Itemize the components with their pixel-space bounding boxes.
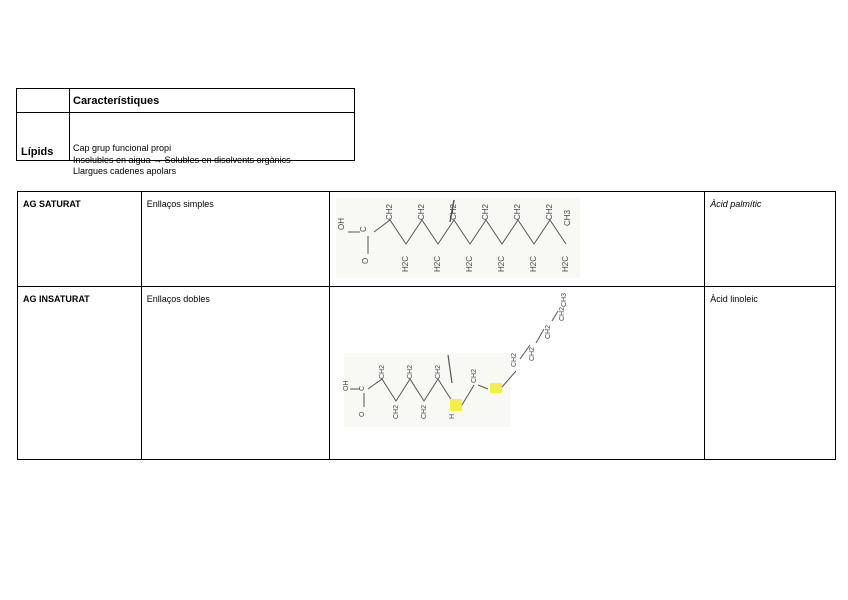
svg-text:C: C bbox=[359, 385, 367, 391]
type-cell bbox=[18, 192, 142, 287]
svg-text:CH2: CH2 bbox=[379, 364, 387, 379]
svg-text:CH2: CH2 bbox=[513, 203, 523, 220]
svg-text:CH3: CH3 bbox=[561, 292, 569, 307]
svg-text:CH2: CH2 bbox=[511, 352, 519, 367]
header-cell bbox=[70, 89, 355, 113]
table-row-unsaturated bbox=[18, 287, 836, 460]
svg-text:CH2: CH2 bbox=[449, 203, 459, 220]
svg-text:O: O bbox=[359, 411, 367, 417]
label-ch3: CH3 bbox=[563, 209, 573, 226]
fatty-acids-table bbox=[17, 191, 836, 460]
linoleic-acid-structure bbox=[330, 287, 704, 459]
svg-text:CH2: CH2 bbox=[545, 203, 555, 220]
example-linoleic: Àcid linoleic bbox=[710, 294, 758, 304]
svg-text:H2C: H2C bbox=[497, 255, 507, 272]
row-label-cell bbox=[17, 113, 70, 161]
label-o: O bbox=[361, 257, 371, 264]
svg-text:H2C: H2C bbox=[529, 255, 539, 272]
example-palmitic: Àcid palmític bbox=[710, 199, 762, 209]
type-cell bbox=[18, 287, 142, 460]
svg-text:H2C: H2C bbox=[433, 255, 443, 272]
characteristic-line-1: Cap grup funcional propi bbox=[73, 143, 172, 153]
svg-text:CH2: CH2 bbox=[393, 404, 401, 419]
svg-text:CH2: CH2 bbox=[471, 368, 479, 383]
lipids-table bbox=[16, 88, 355, 176]
svg-text:CH2: CH2 bbox=[559, 306, 567, 321]
svg-text:CH2: CH2 bbox=[417, 203, 427, 220]
svg-text:H2C: H2C bbox=[401, 255, 411, 272]
characteristic-line-2: Insolubles en aigua → Solubles en disolvents orgànics bbox=[73, 154, 291, 165]
svg-text:CH2: CH2 bbox=[481, 203, 491, 220]
row-label-lipids: Lípids bbox=[21, 146, 54, 158]
characteristic-line-3: Llargues cadenes apolars bbox=[73, 166, 177, 176]
bonds-cell bbox=[141, 192, 330, 287]
diagram-background bbox=[336, 198, 580, 278]
type-unsaturated: AG INSATURAT bbox=[23, 294, 90, 304]
lipids-row bbox=[17, 113, 355, 161]
double-bond-highlight-2 bbox=[490, 383, 502, 393]
svg-text:H2C: H2C bbox=[465, 255, 475, 272]
svg-text:CH2: CH2 bbox=[407, 364, 415, 379]
bonds-double: Enllaços dobles bbox=[146, 294, 210, 304]
empty-header-cell bbox=[17, 89, 70, 113]
diagram-cell bbox=[330, 192, 705, 287]
diagram-cell bbox=[330, 287, 705, 460]
svg-text:CH2: CH2 bbox=[529, 346, 537, 361]
svg-text:CH2: CH2 bbox=[435, 364, 443, 379]
type-saturated: AG SATURAT bbox=[23, 199, 81, 209]
lipids-table-header-row bbox=[17, 89, 355, 113]
header-caracteristiques: Característiques bbox=[73, 95, 160, 107]
svg-text:H2C: H2C bbox=[561, 255, 571, 272]
example-cell bbox=[705, 287, 836, 460]
svg-text:CH2: CH2 bbox=[421, 404, 429, 419]
bonds-cell bbox=[141, 287, 330, 460]
svg-text:CH2: CH2 bbox=[385, 203, 395, 220]
table-row-saturated bbox=[18, 192, 836, 287]
double-bond-highlight-1 bbox=[450, 399, 462, 411]
label-c: C bbox=[359, 226, 369, 232]
characteristics-cell bbox=[70, 113, 355, 176]
svg-text:H: H bbox=[449, 413, 457, 419]
example-cell bbox=[705, 192, 836, 287]
svg-text:OH: OH bbox=[343, 380, 351, 391]
label-oh: OH bbox=[337, 218, 347, 230]
svg-text:CH2: CH2 bbox=[545, 324, 553, 339]
palmitic-acid-structure bbox=[330, 192, 704, 286]
bonds-simple: Enllaços simples bbox=[146, 199, 214, 209]
